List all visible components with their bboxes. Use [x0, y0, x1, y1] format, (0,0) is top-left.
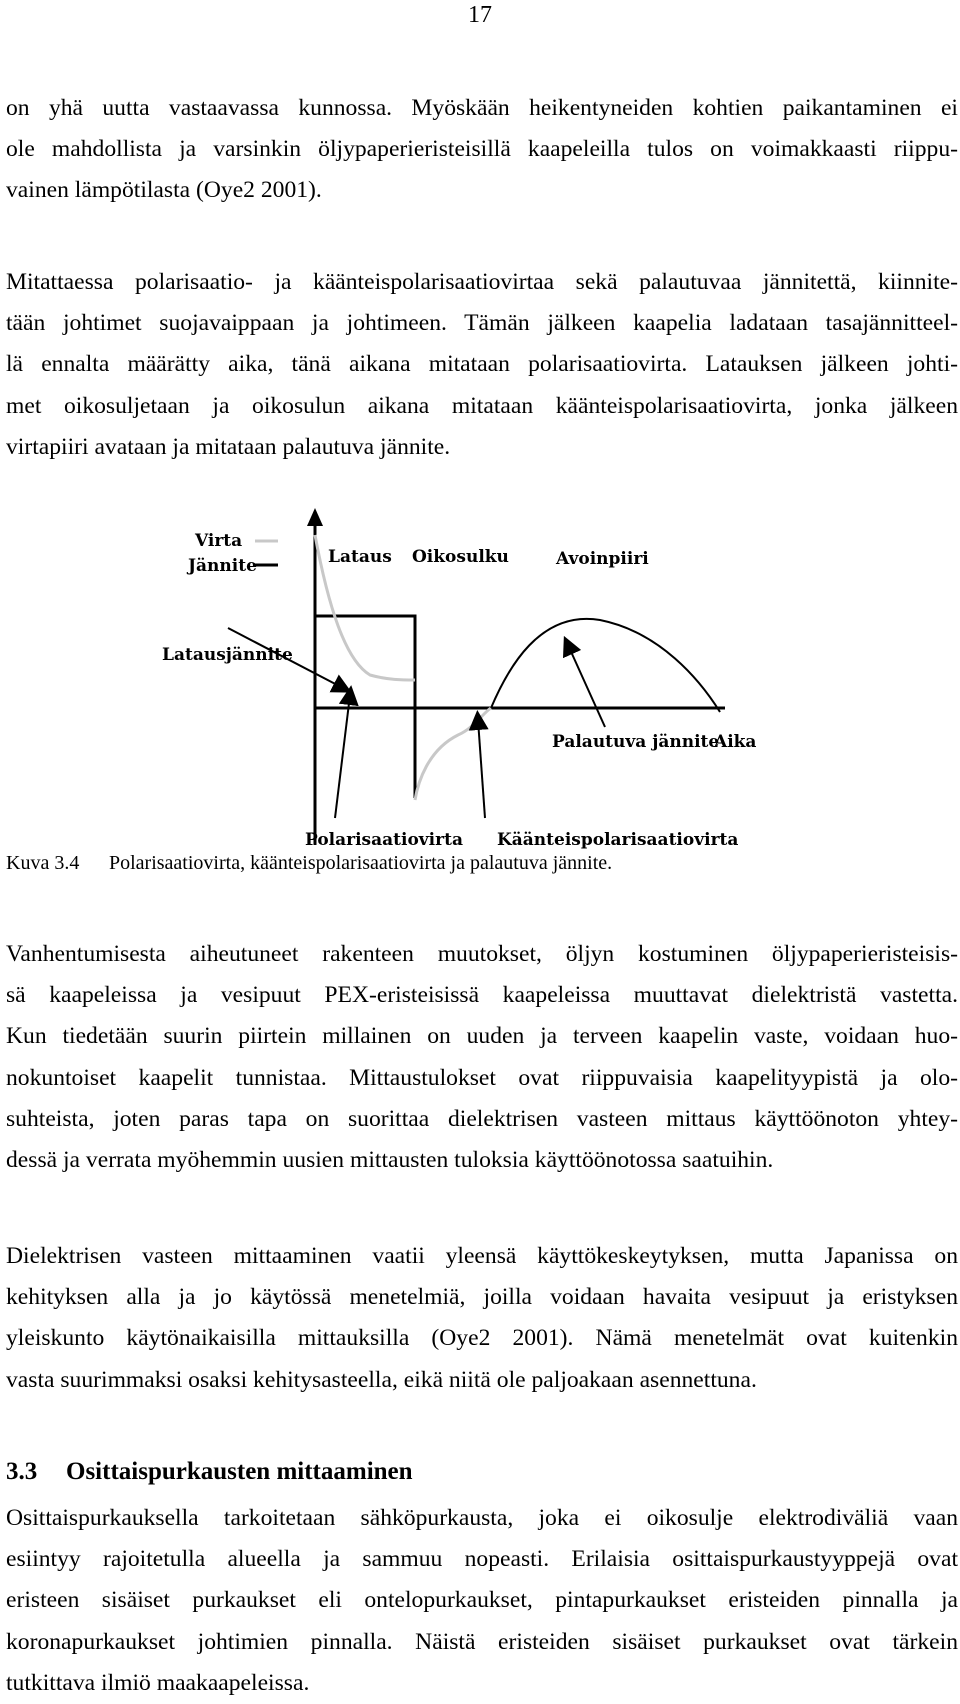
text-line: ole mahdollista ja varsinkin öljypaperieristeisillä kaapeleilla tulos on voimakkaasti riippu- [6, 136, 958, 163]
text-line: vainen lämpötilasta (Oye2 2001). [6, 177, 322, 204]
text-line: virtapiiri avataan ja mitataan palautuva jännite. [6, 433, 451, 460]
label-recovery-voltage: Palautuva jännite [552, 732, 720, 752]
text-line: Kun tiedetään suurin piirtein millainen on uuden ja terveen kaapelin vaste, voidaan huo- [6, 1023, 958, 1050]
text-line: eristeen sisäiset purkaukset eli ontelopurkaukset, pintapurkaukset eristeiden pinnalla ja [6, 1587, 958, 1614]
text-line: on yhä uutta vastaavassa kunnossa. Myöskään heikentyneiden kohtien paikantaminen ei [6, 95, 958, 121]
label-time: Aika [714, 732, 757, 752]
section-title: Osittaispurkausten mittaaminen [66, 1458, 413, 1485]
voltage-curve-recovery [491, 619, 720, 712]
caption-text: Polarisaatiovirta, käänteispolarisaatiovirta ja palautuva jännite. [109, 852, 613, 874]
paragraph-2 [6, 262, 958, 468]
section-number: 3.3 [6, 1458, 38, 1485]
paragraph-3 [6, 934, 958, 1181]
section-heading [6, 1458, 413, 1486]
text-line: tään johtimet suojavaippaan ja johtimeen. Tämän jälkeen kaapelia ladataan tasajännitteel- [6, 310, 958, 337]
text-line: yleiskunto käytönaikaisilla mittauksilla (Oye2 2001). Nämä menetelmät ovat kuitenkin [6, 1325, 958, 1352]
figure-caption [6, 852, 612, 875]
label-polarization: Polarisaatiovirta [305, 830, 463, 850]
text-line: tutkittava ilmiö maakaapeleissa. [6, 1669, 310, 1696]
caption-number: Kuva 3.4 [6, 852, 80, 874]
paragraph-1 [6, 88, 958, 212]
arrow-depolarization [478, 720, 485, 818]
text-line: nokuntoiset kaapelit tunnistaa. Mittaustulokset ovat riippuvaisia kaapelityypistä ja olo- [6, 1064, 958, 1091]
text-line: Mitattaessa polarisaatio- ja käänteispolarisaatiovirtaa sekä palautuvaa jännitettä, kiinnite- [6, 269, 958, 295]
text-line: Vanhentumisesta aiheutuneet rakenteen muutokset, öljyn kostuminen öljypaperieristeisis- [6, 941, 958, 967]
label-charge: Lataus [328, 547, 392, 567]
paragraph-5 [6, 1498, 958, 1704]
text-line: Dielektrisen vasteen mittaaminen vaatii yleensä käyttökeskeytyksen, mutta Japanissa on [6, 1243, 958, 1269]
text-line: vasta suurimmaksi osaksi kehitysasteella, eikä niitä ole paljoakaan asennettuna. [6, 1366, 757, 1393]
label-charge-voltage: Latausjännite [162, 645, 293, 665]
arrow-polarization [335, 695, 350, 818]
text-line: dessä ja verrata myöhemmin uusien mittausten tuloksia käyttöönotossa saatuihin. [6, 1147, 774, 1174]
text-line: sä kaapeleissa ja vesipuut PEX-eristeisissä kaapeleissa muuttavat dielektristä vastetta. [6, 982, 958, 1009]
page-number: 17 [468, 2, 492, 28]
text-line: kehityksen alla ja jo käytössä menetelmiä, joilla voidaan havaita vesipuut ja eristyksen [6, 1284, 958, 1311]
label-depolarization: Käänteispolarisaatiovirta [497, 830, 739, 850]
y-axis-arrowhead [307, 508, 323, 526]
figure-polarization-diagram [160, 500, 810, 850]
legend-voltage-label: Jännite [188, 556, 257, 576]
text-line: lä ennalta määrätty aika, tänä aikana mitataan polarisaatiovirta. Latauksen jälkeen johti- [6, 351, 958, 378]
text-line: suhteista, joten paras tapa on suorittaa dielektrisen vasteen mittaus käyttöönoton yhtey- [6, 1105, 958, 1132]
paragraph-4 [6, 1236, 958, 1401]
text-line: koronapurkaukset johtimien pinnalla. Näistä eristeiden sisäiset purkaukset ovat tärkein [6, 1628, 958, 1655]
label-open-circuit: Avoinpiiri [556, 549, 649, 569]
text-line: Osittaispurkauksella tarkoitetaan sähköpurkausta, joka ei oikosulje elektrodiväliä vaan [6, 1505, 958, 1531]
text-line: esiintyy rajoitetulla alueella ja sammuu nopeasti. Erilaisia osittaispurkaustyyppejä ovat [6, 1546, 958, 1573]
arrow-recovery-voltage [568, 645, 605, 727]
legend-current-label: Virta [195, 531, 243, 551]
label-short-circuit: Oikosulku [412, 547, 509, 567]
text-line: met oikosuljetaan ja oikosulun aikana mitataan käänteispolarisaatiovirta, jonka jälkeen [6, 392, 958, 419]
